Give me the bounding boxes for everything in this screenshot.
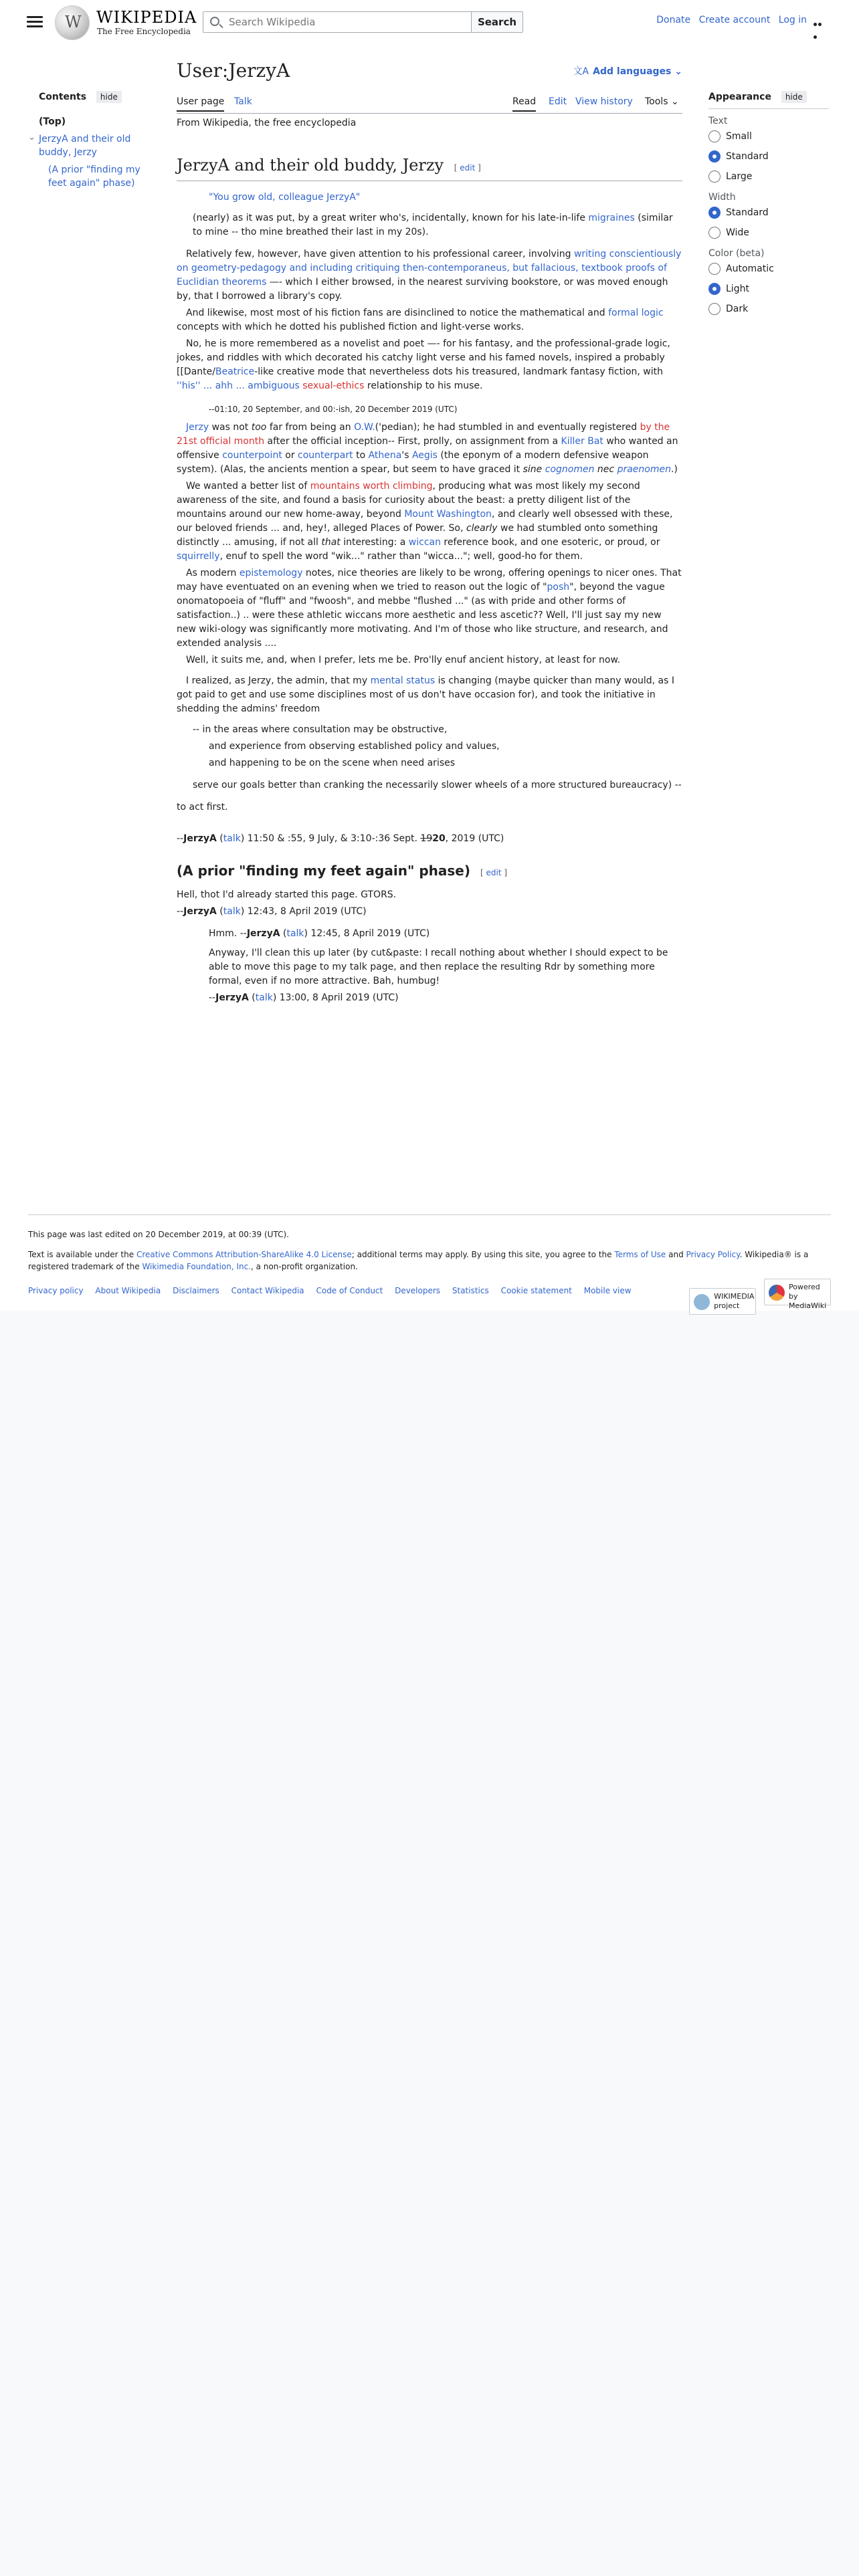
s2-signature-3: --JerzyA (talk) 13:00, 8 April 2019 (UTC): [209, 992, 399, 1003]
tab-talk[interactable]: Talk: [234, 96, 252, 107]
paragraph-6: As modern epistemology notes, nice theories are likely to be wrong, offering openings to nicer ones. That may have eventuated on an evening when we tried to reason out the logic of "posh", beyond the vague onomatopoeia of "fluff" and "fwoosh", and mebbe "flushed ..." (as with pride and other forms of satisfaction..) .. were these athletic wiccans more aesthetic and less ascetic?? Well, I'll just say my new new wiki-ology was significantly more motivating. And I'm of those who like structure, and research, and extended analysis ....: [177, 568, 682, 649]
footer-link-coc[interactable]: Code of Conduct: [316, 1286, 383, 1295]
toc-item-top[interactable]: (Top): [39, 116, 66, 127]
search-button[interactable]: Search: [471, 11, 523, 33]
paragraph-1: Relatively few, however, have given attention to his professional career, involving writing conscientiously on geometry-pedagogy and including critiquing then-contemporaneus, but fallacious, textbook proofs of Euclidian theorems —- which I either browsed, in the nearest surviving bookstore, or was moved enough by, that I borrowed a library's copy.: [177, 249, 682, 302]
log-in-link[interactable]: Log in: [778, 15, 807, 25]
text-group-label: Text: [708, 116, 728, 126]
radio-width-wide[interactable]: Wide: [708, 223, 829, 243]
s2-paragraph-1: Hell, thot I'd already started this page. GTORS.: [177, 889, 397, 900]
edit-section-link[interactable]: [ edit ]: [480, 868, 508, 877]
wordmark[interactable]: WIKIPEDIA: [96, 8, 197, 27]
list-line-4: serve our goals better than cranking the necessarily slower wheels of a more structured bureaucracy) --: [193, 780, 682, 790]
width-group-label: Width: [708, 192, 736, 203]
link-mount-washington[interactable]: Mount Washington: [404, 509, 492, 520]
toc-title: Contents: [39, 92, 87, 102]
footer-link-mobile[interactable]: Mobile view: [583, 1286, 632, 1295]
signature-1: --01:10, 20 September, and 00:-ish, 20 December 2019 (UTC): [209, 405, 458, 414]
list-line-3: and happening to be on the scene when need arises: [209, 758, 456, 768]
search-icon: [210, 17, 219, 26]
paragraph-7: Well, it suits me, and, when I prefer, lets me be. Pro'lly enuf ancient history, at least for now.: [186, 655, 621, 665]
footer-link-statistics[interactable]: Statistics: [452, 1286, 489, 1295]
link-sexual-ethics[interactable]: sexual-ethics: [302, 381, 365, 391]
link-squirrelly[interactable]: squirrelly: [177, 551, 220, 562]
link-counterpoint[interactable]: counterpoint: [222, 450, 282, 461]
footer-link-disclaimers[interactable]: Disclaimers: [173, 1286, 219, 1295]
article-body: [177, 147, 682, 1008]
footer-link-about[interactable]: About Wikipedia: [95, 1286, 161, 1295]
radio-color-dark[interactable]: Dark: [708, 299, 829, 319]
footer-link-privacy[interactable]: Privacy policy: [28, 1286, 84, 1295]
language-icon: 文A: [573, 66, 589, 77]
footer-link-developers[interactable]: Developers: [395, 1286, 441, 1295]
radio-text-standard[interactable]: Standard: [708, 146, 829, 167]
link-killer-bat[interactable]: Killer Bat: [561, 436, 603, 447]
paragraph-2: And likewise, most most of his fiction fans are disinclined to notice the mathematical and formal logic concepts with which he dotted his published fiction and light-verse works.: [177, 308, 664, 332]
link-counterpart[interactable]: counterpart: [298, 450, 353, 461]
link-privacy[interactable]: Privacy Policy: [686, 1250, 740, 1259]
s2-paragraph-3: Anyway, I'll clean this up later (by cut&paste: I recall nothing about whether I should expect to be able to move this page to my talk page, and then replace the resulting Rdr by something more formal, even if no more attractive. Bah, humbug!: [209, 948, 668, 986]
link-ow[interactable]: O.W.: [354, 422, 375, 433]
footer: [28, 1214, 831, 1310]
quote[interactable]: "You grow old, colleague JerzyA": [209, 192, 361, 203]
color-group-label: Color (beta): [708, 248, 765, 259]
appearance-header: [708, 91, 829, 103]
table-of-contents: [28, 91, 153, 190]
last-edited: This page was last edited on 20 December 2019, at 00:39 (UTC).: [28, 1230, 289, 1239]
footer-link-cookies[interactable]: Cookie statement: [500, 1286, 572, 1295]
section-heading-jerzya: JerzyA and their old buddy, Jerzy [ edit ]: [177, 155, 682, 181]
link-cognomen[interactable]: cognomen: [545, 464, 595, 475]
talk-link[interactable]: talk: [255, 992, 273, 1003]
mediawiki-badge[interactable]: Powered by MediaWiki: [764, 1279, 831, 1305]
user-links: [651, 15, 807, 25]
appearance-title: Appearance: [708, 92, 771, 102]
link-ambiguous[interactable]: ''his'' ... ahh ... ambiguous: [177, 381, 300, 391]
link-jerzy[interactable]: Jerzy: [186, 422, 209, 433]
appearance-hide-button[interactable]: hide: [781, 91, 807, 103]
main-menu-icon[interactable]: [27, 13, 43, 29]
search-box: [203, 11, 472, 33]
link-beatrice[interactable]: Beatrice: [215, 366, 255, 377]
page-tabs: [177, 92, 682, 114]
link-migraines[interactable]: migraines: [588, 213, 635, 223]
footer-divider: [28, 1214, 831, 1215]
talk-link[interactable]: talk: [286, 928, 304, 939]
link-cc-license[interactable]: Creative Commons Attribution-ShareAlike 4.0 License: [136, 1250, 352, 1259]
link-formal-logic[interactable]: formal logic: [608, 308, 664, 318]
radio-width-standard[interactable]: Standard: [708, 203, 829, 223]
link-writing[interactable]: writing conscientiously on geometry-pedagogy and including critiquing then-contemporaneus, but fallacious, textbook proofs of Euclidian theorems: [177, 249, 682, 288]
chevron-down-icon[interactable]: ⌄: [28, 132, 35, 142]
link-wmf[interactable]: Wikimedia Foundation, Inc.: [142, 1262, 252, 1271]
list-line-5: to act first.: [177, 802, 228, 813]
appearance-panel: [708, 91, 829, 319]
radio-color-light[interactable]: Light: [708, 279, 829, 299]
paragraph-5: We wanted a better list of mountains worth climbing, producing what was most likely my second awareness of the site, and found a basis for curiosity about the beast: a pretty diligent list of the mountains around our new home-away, beyond Mount Washington, and clearly well obsessed with these, our beloved friends ... and, hey!, alleged Places of Power. So, clearly we had stumbled onto something distinctly ... amusing, if not all that interesting: a wiccan reference book, and one esoteric, or proud, or squirrelly, enuf to spell the word "wik..." rather than "wicca..."; well, good-ho for them.: [177, 481, 673, 562]
s2-paragraph-2: Hmm. --JerzyA (talk) 12:45, 8 April 2019 (UTC): [209, 928, 430, 939]
paragraph-4: Jerzy was not too far from being an O.W.('pedian); he had stumbled in and eventually registered by the 21st official month after the official inception-- First, prolly, on assignment from a Killer Bat who wanted an offensive counterpoint or counterpart to Athena's Aegis (the eponym of a modern defensive weapon system). (Alas, the ancients mention a spear, but seem to have graced it sine cognomen nec praenomen.): [177, 422, 678, 475]
link-terms[interactable]: Terms of Use: [614, 1250, 666, 1259]
toc-item-prior-phase[interactable]: (A prior "finding my feet again" phase): [48, 165, 140, 189]
radio-color-automatic[interactable]: Automatic: [708, 259, 829, 279]
link-praenomen[interactable]: praenomen: [617, 464, 671, 475]
toc-header: [39, 91, 153, 103]
create-account-link[interactable]: Create account: [698, 15, 771, 25]
footer-badges: [684, 1279, 831, 1315]
link-posh[interactable]: posh: [547, 582, 570, 593]
page-title: User:JerzyA: [177, 60, 290, 82]
site-header: [0, 0, 859, 43]
section-heading-prior-phase: (A prior "finding my feet again" phase) [ edit ]: [177, 863, 508, 879]
s2-signature-1: --JerzyA (talk) 12:43, 8 April 2019 (UTC): [177, 906, 367, 917]
footer-link-contact[interactable]: Contact Wikipedia: [231, 1286, 304, 1295]
signature-2: --JerzyA (talk) 11:50 & :55, 9 July, & 3:10-:36 Sept. 1920, 2019 (UTC): [177, 833, 504, 844]
link-athena[interactable]: Athena: [368, 450, 402, 461]
from-wikipedia: From Wikipedia, the free encyclopedia: [177, 118, 357, 128]
paragraph-3: No, he is more remembered as a novelist and poet —- for his fantasy, and the professional-grade logic, jokes, and riddles with which decorated his catchy light verse and his famed novels, inspired a probably [[Dante/Beatrice-like creative mode that nevertheless dots his treasured, landmark fantasy fiction, with ''his'' ... ahh ... ambiguous sexual-ethics relationship to his muse.: [177, 338, 670, 391]
radio-text-small[interactable]: Small: [708, 126, 829, 146]
link-mountains[interactable]: mountains worth climbing: [310, 481, 433, 492]
list-line-1: -- in the areas where consultation may be obstructive,: [193, 724, 448, 735]
license-text: Text is available under the Creative Commons Attribution-ShareAlike 4.0 License; additional terms may apply. By using this site, you agree to the Terms of Use and Privacy Policy. Wikipedia® is a registered trademark of the Wikimedia Foundation, Inc., a non-profit organization.: [28, 1250, 809, 1271]
paragraph-8: I realized, as Jerzy, the admin, that my mental status is changing (maybe quicker than many would, as I got paid to get and use some disciplines most of us don't have occasion for), and took the initiative in shedding the admins' freedom: [177, 675, 675, 714]
list-line-2: and experience from observing established policy and values,: [209, 741, 500, 752]
talk-link[interactable]: talk: [223, 833, 241, 844]
tools-menu[interactable]: Tools ⌄: [645, 96, 679, 107]
tab-view-history[interactable]: View history: [575, 96, 633, 107]
link-aegis[interactable]: Aegis: [411, 450, 438, 461]
wikimedia-badge[interactable]: WIKIMEDIA project: [689, 1288, 756, 1315]
donate-link[interactable]: Donate: [656, 15, 691, 25]
toc-item-jerzya[interactable]: JerzyA and their old buddy, Jerzy: [39, 134, 131, 158]
toc-hide-button[interactable]: hide: [96, 91, 122, 103]
tab-edit[interactable]: Edit: [549, 96, 567, 107]
main-content: [177, 59, 682, 1003]
talk-link[interactable]: talk: [223, 906, 241, 917]
link-wiccan[interactable]: wiccan: [408, 537, 441, 548]
radio-text-large[interactable]: Large: [708, 167, 829, 187]
paragraph-q2: (nearly) as it was put, by a great writer who's, incidentally, known for his late-in-life migraines (similar to mine -- tho mine breathed their last in my 20s).: [193, 213, 673, 237]
tab-read[interactable]: Read: [512, 96, 536, 112]
search-input[interactable]: [227, 15, 462, 29]
wikipedia-globe-logo[interactable]: [55, 5, 90, 40]
tab-user-page[interactable]: User page: [177, 96, 224, 112]
divider: [708, 108, 829, 109]
more-options-icon[interactable]: [814, 16, 827, 27]
toc-section-1: [28, 132, 153, 159]
link-21st-month[interactable]: by the 21st official month: [177, 422, 670, 447]
link-epistemology[interactable]: epistemology: [239, 568, 303, 578]
add-languages-button[interactable]: 文A Add languages ⌄: [573, 66, 682, 77]
tagline: The Free Encyclopedia: [97, 27, 191, 36]
link-mental-status[interactable]: mental status: [370, 675, 436, 686]
edit-section-link[interactable]: [ edit ]: [454, 163, 481, 173]
